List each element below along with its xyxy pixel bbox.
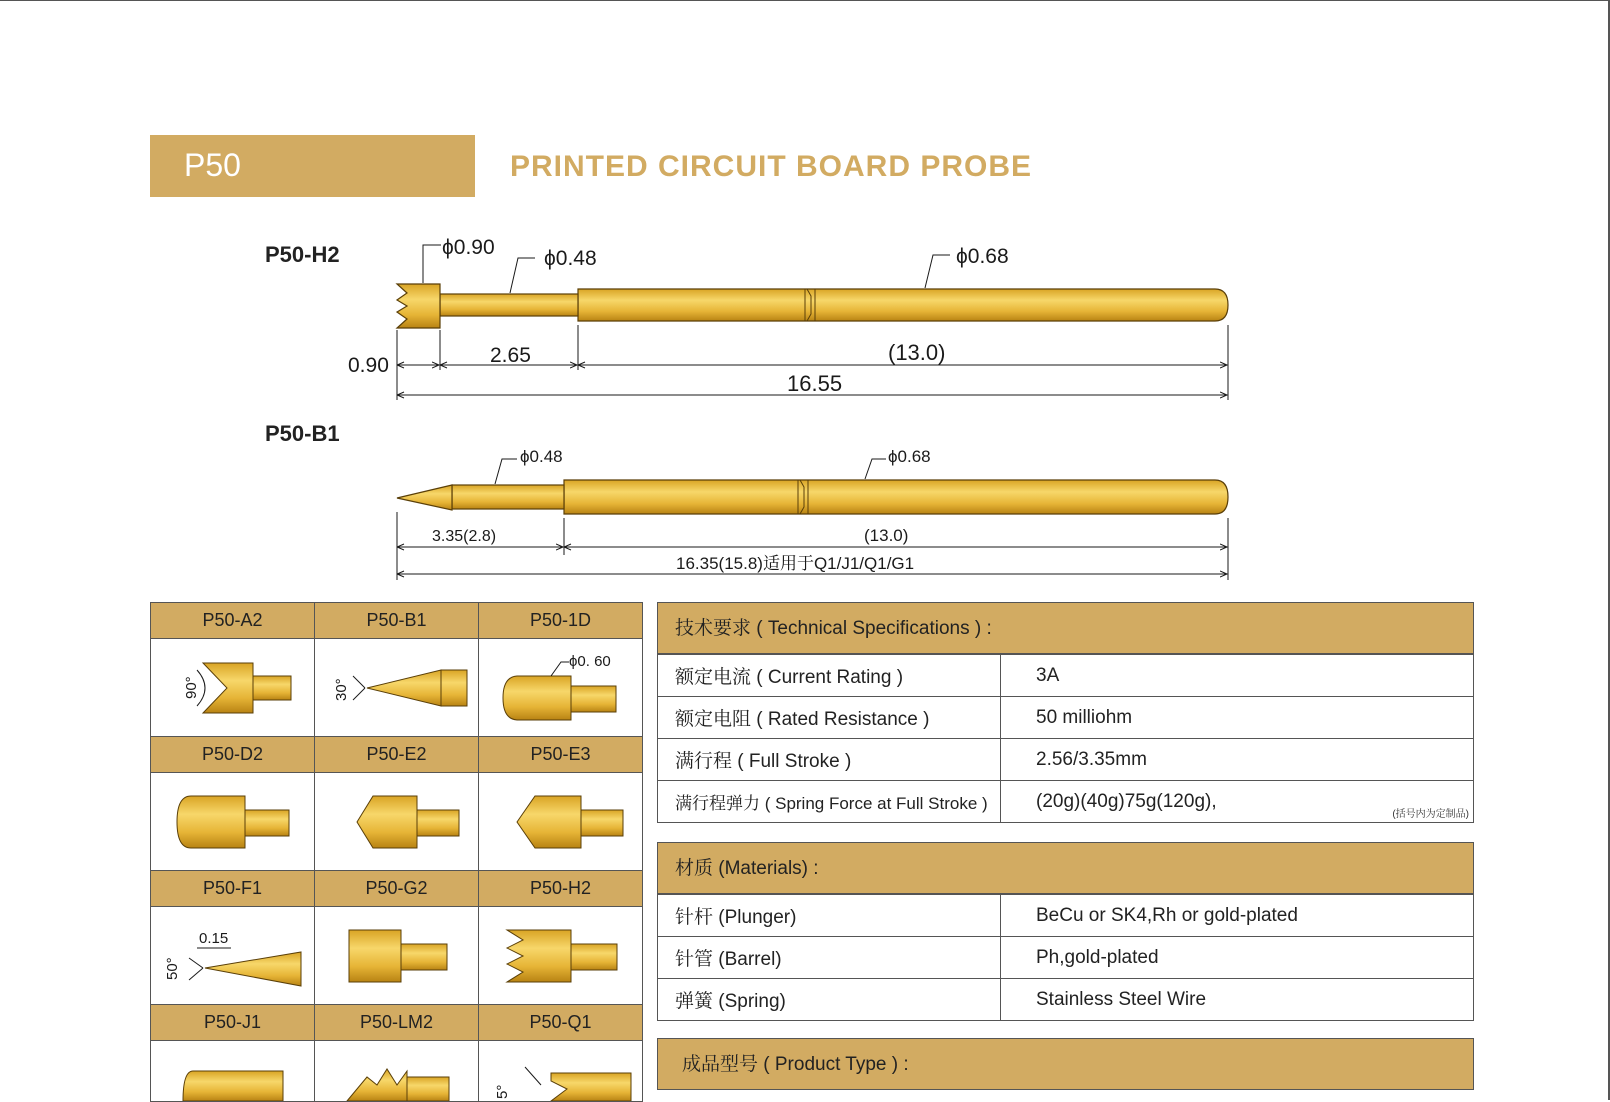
spec-value-cell <box>1001 781 1474 823</box>
tip-note: 0.15 <box>198 930 228 947</box>
spec-value: 2.56/3.35mm <box>1001 739 1474 781</box>
tip-name: P50-1D <box>479 603 643 639</box>
spec-row <box>658 697 1474 739</box>
tip-style-grid <box>150 602 643 1102</box>
h2-tip-diameter: ϕ0.90 <box>442 236 495 259</box>
tip-name: P50-B1 <box>315 603 479 639</box>
material-key: 针杆 (Plunger) <box>658 895 1001 937</box>
materials-table <box>657 894 1474 1021</box>
tech-specs-table <box>657 654 1474 823</box>
tip-note: 30° <box>332 678 350 701</box>
product-type-section <box>657 1038 1474 1090</box>
tip-image-e3 <box>479 773 643 871</box>
tip-image-a2 <box>151 639 315 737</box>
spec-row <box>658 781 1474 823</box>
h2-head-length: 0.90 <box>348 354 389 377</box>
material-row <box>658 979 1474 1021</box>
page-title: PRINTED CIRCUIT BOARD PROBE <box>510 150 1033 183</box>
material-row <box>658 895 1474 937</box>
tip-name: P50-F1 <box>151 871 315 907</box>
tip-name: P50-J1 <box>151 1005 315 1041</box>
tip-note: 90° <box>182 676 200 699</box>
spec-key: 满行程弹力 ( Spring Force at Full Stroke ) <box>658 781 1001 823</box>
tech-specs-section <box>657 602 1474 823</box>
h2-barrel-diameter: ϕ0.68 <box>956 245 1009 268</box>
tip-name: P50-D2 <box>151 737 315 773</box>
b1-barrel-diameter: ϕ0.68 <box>888 447 931 466</box>
material-value: BeCu or SK4,Rh or gold-plated <box>1001 895 1474 937</box>
product-type-heading: 成品型号 ( Product Type ) : <box>657 1038 1474 1090</box>
probe-b1-drawing <box>397 447 1228 580</box>
material-key: 针管 (Barrel) <box>658 937 1001 979</box>
spec-value: 3A <box>1001 655 1474 697</box>
tip-name: P50-LM2 <box>315 1005 479 1041</box>
material-key: 弹簧 (Spring) <box>658 979 1001 1021</box>
spec-row <box>658 655 1474 697</box>
h2-total-length: 16.55 <box>787 371 843 396</box>
tip-image-d2 <box>151 773 315 871</box>
b1-barrel-length: (13.0) <box>864 526 909 545</box>
probe-h2-drawing <box>348 236 1228 400</box>
spec-key: 满行程 ( Full Stroke ) <box>658 739 1001 781</box>
materials-heading: 材质 (Materials) : <box>657 842 1474 894</box>
spec-key: 额定电阻 ( Rated Resistance ) <box>658 697 1001 739</box>
tip-name: P50-G2 <box>315 871 479 907</box>
b1-total-length: 16.35(15.8)适用于Q1/J1/Q1/G1 <box>676 554 915 573</box>
tip-name: P50-E3 <box>479 737 643 773</box>
tip-image-h2 <box>479 907 643 1005</box>
tip-name: P50-Q1 <box>479 1005 643 1041</box>
material-row <box>658 937 1474 979</box>
h2-barrel-length: (13.0) <box>888 340 946 365</box>
h2-plunger-length: 2.65 <box>490 344 531 367</box>
tip-image-f1 <box>151 907 315 1005</box>
tip-image-j1 <box>151 1041 315 1102</box>
model-number: P50 <box>184 147 241 183</box>
tip-image-g2 <box>315 907 479 1005</box>
tip-note: ϕ0. 60 <box>568 653 611 670</box>
tip-name: P50-A2 <box>151 603 315 639</box>
tip-image-q1 <box>479 1041 643 1102</box>
tip-note: 50° <box>163 957 181 980</box>
tip-image-lm2 <box>315 1041 479 1102</box>
materials-section <box>657 842 1474 1021</box>
spec-key: 额定电流 ( Current Rating ) <box>658 655 1001 697</box>
spec-row <box>658 739 1474 781</box>
tip-image-e2 <box>315 773 479 871</box>
tip-image-1d <box>479 639 643 737</box>
material-value: Stainless Steel Wire <box>1001 979 1474 1021</box>
spec-value: 50 milliohm <box>1001 697 1474 739</box>
tip-name: P50-H2 <box>479 871 643 907</box>
spec-value: (20g)(40g)75g(120g), <box>1036 790 1217 812</box>
material-value: Ph,gold-plated <box>1001 937 1474 979</box>
tip-name: P50-E2 <box>315 737 479 773</box>
h2-plunger-diameter: ϕ0.48 <box>544 247 597 270</box>
tech-specs-heading: 技术要求 ( Technical Specifications ) : <box>657 602 1474 654</box>
b1-plunger-diameter: ϕ0.48 <box>520 447 563 466</box>
probe-h2-label: P50-H2 <box>265 242 340 267</box>
tip-image-b1 <box>315 639 479 737</box>
tip-note: 5° <box>493 1084 511 1099</box>
b1-plunger-length: 3.35(2.8) <box>432 528 497 545</box>
custom-note: (括号内为定制品) <box>1392 809 1469 820</box>
probe-b1-label: P50-B1 <box>265 421 340 446</box>
